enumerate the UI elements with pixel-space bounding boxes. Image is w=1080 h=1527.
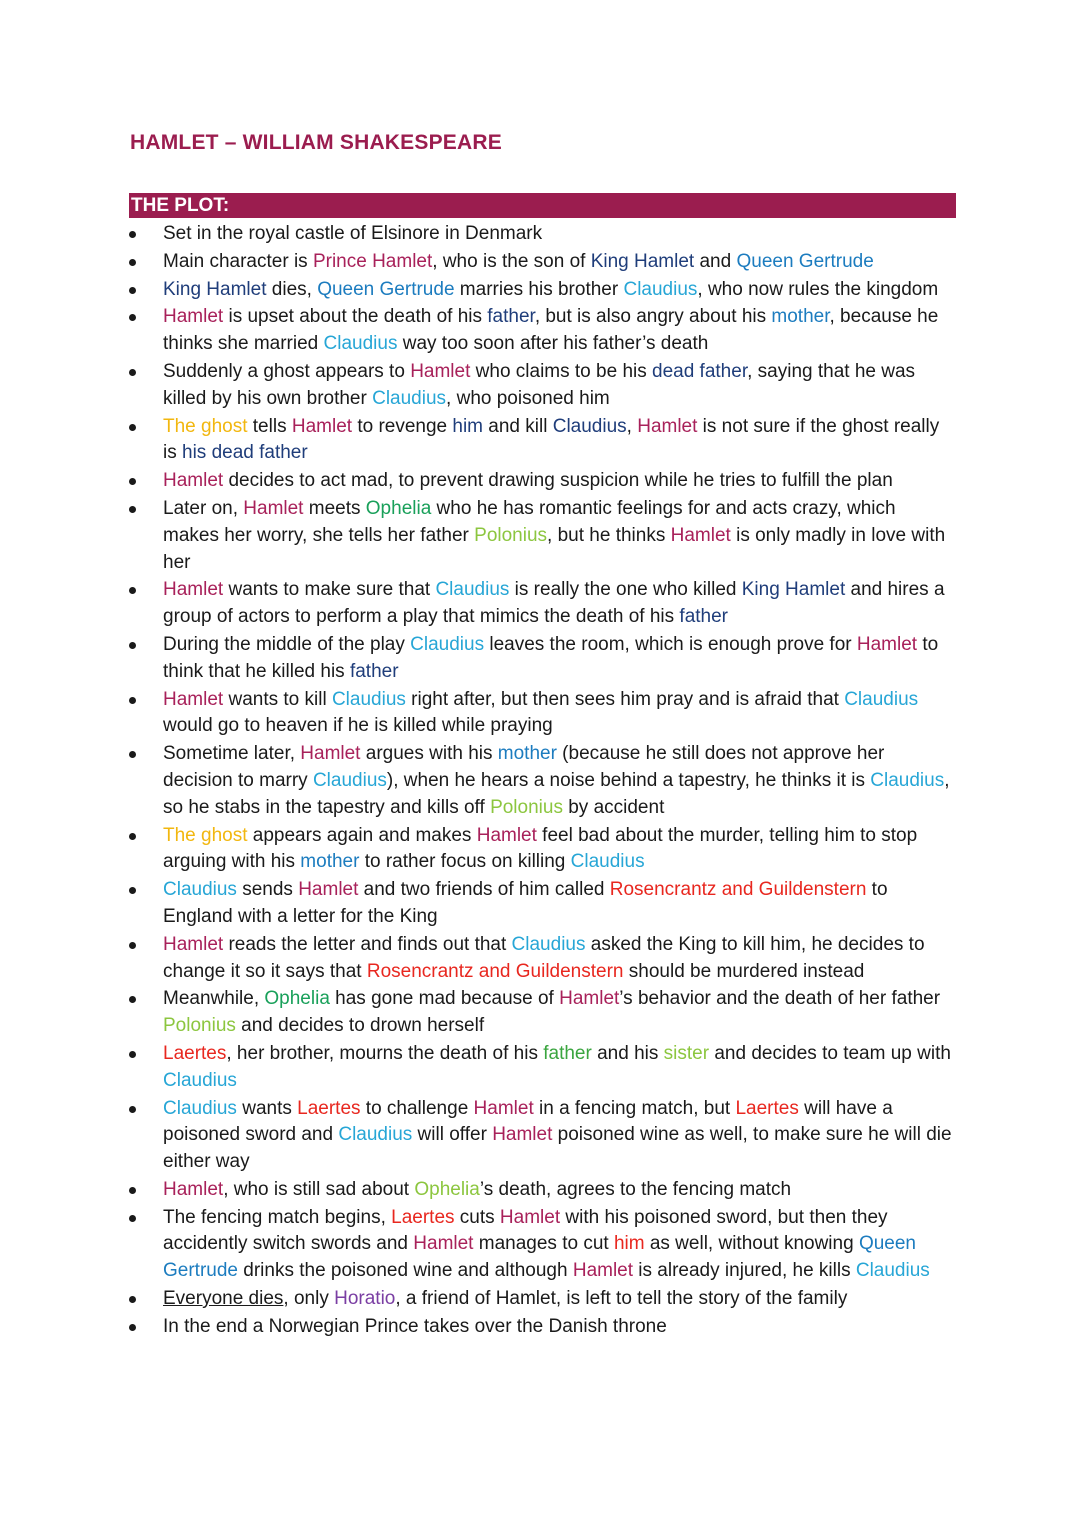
plot-text: poisoned wine as well, to make sure he will die either way (163, 1124, 952, 1173)
highlighted-name: Rosencrantz and Guildenstern (366, 960, 624, 982)
plot-text: is not sure if the ghost really is (163, 415, 940, 464)
plot-text: , because he thinks she married (163, 306, 939, 355)
plot-point (0, 1177, 953, 1204)
highlighted-name: Hamlet (163, 688, 224, 710)
plot-text: with his poisoned sword, but then they accidently switch swords and (163, 1206, 888, 1255)
plot-text: , who is still sad about (223, 1178, 415, 1200)
plot-point (0, 1205, 953, 1285)
highlighted-name: Hamlet (163, 470, 224, 492)
plot-point (0, 468, 953, 495)
highlighted-name: Ophelia (365, 497, 432, 519)
highlighted-name: Hamlet (559, 988, 620, 1010)
highlighted-name: Claudius (552, 415, 627, 437)
highlighted-name: Rosencrantz and Guildenstern (609, 879, 867, 901)
highlighted-name: Prince Hamlet (312, 250, 433, 272)
highlighted-name: Claudius (163, 1069, 237, 1091)
plot-text: ), when he hears a noise behind a tapestry, he thinks it is (386, 769, 871, 791)
highlighted-name: father (543, 1042, 592, 1064)
highlighted-name: Laertes (163, 1042, 227, 1064)
plot-text: , (626, 415, 638, 437)
highlighted-name: Claudius (331, 688, 406, 710)
highlighted-name: Laertes (391, 1206, 455, 1228)
highlighted-name: Queen Gertrude (736, 250, 874, 272)
plot-text: , but is also angry about his (534, 306, 772, 328)
plot-text: , a friend of Hamlet, is left to tell the story of the family (395, 1288, 848, 1310)
plot-text: decides to act mad, to prevent drawing suspicion while he tries to fulfill the plan (223, 470, 893, 492)
plot-text: dies, (266, 278, 318, 300)
plot-text: Later on, (163, 497, 244, 519)
plot-text: appears again and makes (247, 824, 477, 846)
plot-point (0, 1314, 953, 1341)
plot-point (0, 304, 953, 358)
plot-point (0, 221, 953, 248)
plot-point (0, 577, 953, 631)
bullet-icon (129, 942, 136, 949)
highlighted-name: The ghost (163, 415, 248, 437)
plot-text: ’s behavior and the death of her father (619, 988, 941, 1010)
highlighted-name: mother (300, 851, 360, 873)
plot-text: leaves the room, which is enough prove for (484, 633, 857, 655)
highlighted-name: Claudius (855, 1260, 930, 1282)
plot-text: is really the one who killed (509, 579, 742, 601)
plot-text: ’s death, agrees to the fencing match (479, 1178, 792, 1200)
highlighted-name: Hamlet (473, 1097, 534, 1119)
plot-point (0, 932, 953, 986)
plot-point (0, 632, 953, 686)
highlighted-name: Polonius (490, 796, 563, 818)
plot-text: meets (303, 497, 366, 519)
plot-text: Set in the royal castle of Elsinore in Denmark (163, 223, 543, 244)
plot-text: to rather focus on killing (359, 851, 571, 873)
plot-text: marries his brother (454, 278, 624, 300)
bullet-icon (129, 587, 136, 594)
plot-text: and his (591, 1042, 664, 1064)
highlighted-name: his dead father (182, 442, 308, 464)
plot-text: would go to heaven if he is killed while praying (163, 715, 553, 737)
plot-text: way too soon after his father’s death (397, 333, 709, 355)
highlighted-name: Ophelia (414, 1178, 480, 1200)
highlighted-name: Queen Gertrude (317, 278, 455, 300)
highlighted-name: Claudius (338, 1124, 413, 1146)
plot-text: who he has romantic feelings for and acts crazy, which makes her worry, she tells her father (163, 497, 896, 546)
plot-list (0, 221, 1080, 1342)
plot-text: asked the King to kill him, he decides to change it so it says that (163, 933, 925, 982)
highlighted-name: Claudius (163, 879, 237, 901)
highlighted-name: Laertes (735, 1097, 799, 1119)
highlighted-name: Hamlet (572, 1260, 634, 1282)
plot-text: to England with a letter for the King (163, 879, 888, 927)
bullet-icon (129, 697, 136, 704)
section-header-bar (129, 193, 956, 218)
bullet-icon (129, 833, 136, 840)
bullet-icon (129, 1296, 136, 1303)
highlighted-name: Claudius (163, 1097, 237, 1119)
plot-text: , but he thinks (547, 524, 671, 546)
section-heading: THE PLOT: (131, 195, 230, 216)
highlighted-name: Queen Gertrude (163, 1233, 916, 1282)
highlighted-name: Hamlet (670, 524, 731, 546)
highlighted-name: Hamlet (637, 415, 698, 437)
plot-text: Meanwhile, (163, 988, 265, 1010)
bullet-icon (129, 259, 136, 266)
plot-text: is already injured, he kills (633, 1260, 856, 1282)
bullet-icon (129, 1051, 136, 1058)
highlighted-name: him (613, 1233, 645, 1255)
plot-text: feel bad about the murder, telling him to stop arguing with his (163, 824, 918, 873)
highlighted-name: him (452, 415, 484, 437)
highlighted-name: King Hamlet (741, 579, 846, 601)
bullet-icon (129, 1215, 136, 1222)
highlighted-name: Ophelia (264, 988, 330, 1010)
plot-text: to think that he killed his (163, 633, 939, 682)
highlighted-name: Claudius (844, 688, 919, 710)
plot-text: In the end a Norwegian Prince takes over the Danish throne (163, 1315, 667, 1337)
plot-text: should be murdered instead (623, 960, 865, 982)
bullet-icon (129, 506, 136, 513)
plot-text: , her brother, mourns the death of his (226, 1042, 544, 1064)
highlighted-name: Hamlet (476, 824, 537, 846)
highlighted-name: dead father (652, 360, 748, 382)
highlighted-name: father (487, 306, 535, 328)
highlighted-name: Hamlet (856, 633, 918, 655)
plot-text: to revenge (352, 415, 453, 437)
plot-text: and two friends of him called (358, 879, 610, 901)
plot-text: Suddenly a ghost appears to (163, 360, 411, 382)
plot-text: and decides to drown herself (235, 1015, 485, 1037)
plot-text: sends (236, 879, 299, 901)
plot-text: manages to cut (473, 1233, 614, 1255)
highlighted-name: Claudius (870, 769, 945, 791)
plot-text: tells (247, 415, 292, 437)
highlighted-name: Claudius (312, 769, 387, 791)
highlighted-name: Claudius (511, 933, 586, 955)
highlighted-name: Hamlet (163, 933, 224, 955)
plot-point (0, 986, 953, 1040)
highlighted-name: The ghost (163, 824, 248, 846)
bullet-icon (129, 369, 136, 376)
bullet-icon (129, 1324, 136, 1331)
highlighted-name: Laertes (297, 1097, 361, 1119)
plot-point (0, 741, 953, 821)
highlighted-name: Claudius (435, 579, 510, 601)
highlighted-name: Hamlet (291, 415, 353, 437)
plot-text: argues with his (360, 743, 498, 765)
bullet-icon (129, 1187, 136, 1194)
highlighted-name: Polonius (474, 524, 548, 546)
plot-point (0, 277, 953, 304)
bullet-icon (129, 231, 136, 238)
plot-point (0, 359, 953, 413)
highlighted-name: Hamlet (300, 743, 361, 765)
plot-text: by accident (562, 796, 665, 818)
highlighted-name: Hamlet (492, 1124, 553, 1146)
highlighted-name: father (349, 660, 399, 682)
plot-point (0, 877, 953, 931)
highlighted-name: sister (663, 1042, 710, 1064)
highlighted-name: Everyone dies (163, 1288, 284, 1310)
highlighted-name: Claudius (570, 851, 645, 873)
highlighted-name: Hamlet (298, 879, 359, 901)
plot-text: , who is the son of (432, 250, 591, 272)
highlighted-name: father (679, 606, 729, 628)
plot-text: in a fencing match, but (533, 1097, 736, 1119)
plot-text: Main character is (163, 250, 313, 272)
plot-text: During the middle of the play (163, 633, 411, 655)
highlighted-name: Hamlet (413, 1233, 474, 1255)
plot-text: , only (283, 1288, 335, 1310)
document-title: HAMLET – WILLIAM SHAKESPEARE (130, 131, 502, 154)
bullet-icon (129, 314, 136, 321)
plot-point (0, 1096, 953, 1176)
plot-text: wants (236, 1097, 298, 1119)
bullet-icon (129, 424, 136, 431)
bullet-icon (129, 287, 136, 294)
plot-point (0, 823, 953, 877)
plot-point (0, 1286, 953, 1313)
plot-text: and kill (483, 415, 553, 437)
plot-text: , who poisoned him (446, 387, 610, 409)
highlighted-name: Hamlet (243, 497, 304, 519)
plot-text: , saying that he was killed by his own brother (163, 360, 916, 409)
plot-text: , who now rules the kingdom (697, 278, 939, 300)
highlighted-name: King Hamlet (163, 278, 267, 300)
plot-text: who claims to be his (470, 360, 653, 382)
plot-point (0, 496, 953, 576)
plot-text: , so he stabs in the tapestry and kills off (163, 769, 950, 818)
plot-point (0, 249, 953, 276)
plot-text: to challenge (360, 1097, 474, 1119)
highlighted-name: Hamlet (410, 360, 471, 382)
plot-point (0, 1041, 953, 1095)
plot-text: as well, without knowing (644, 1233, 859, 1255)
highlighted-name: King Hamlet (590, 250, 695, 272)
plot-text: and hires a group of actors to perform a play that mimics the death of his (163, 579, 945, 628)
bullet-icon (129, 1106, 136, 1113)
plot-text: cuts (454, 1206, 500, 1228)
plot-text: will offer (412, 1124, 493, 1146)
plot-text: Sometime later, (163, 743, 301, 765)
plot-text: will have a poisoned sword and (163, 1097, 893, 1146)
highlighted-name: mother (771, 306, 830, 328)
highlighted-name: Hamlet (163, 1178, 224, 1200)
plot-text: drinks the poisoned wine and although (237, 1260, 573, 1282)
bullet-icon (129, 887, 136, 894)
plot-point (0, 414, 953, 468)
bullet-icon (129, 996, 136, 1003)
bullet-icon (129, 642, 136, 649)
highlighted-name: Horatio (334, 1288, 396, 1310)
highlighted-name: Polonius (163, 1015, 236, 1037)
plot-text: (because he still does not approve her decision to marry (163, 743, 885, 791)
plot-text: is upset about the death of his (223, 306, 488, 328)
plot-point (0, 687, 953, 741)
plot-text: wants to kill (223, 688, 332, 710)
plot-text: has gone mad because of (329, 988, 560, 1010)
highlighted-name: Hamlet (163, 579, 224, 601)
bullet-icon (129, 478, 136, 485)
highlighted-name: Hamlet (499, 1206, 561, 1228)
highlighted-name: mother (497, 743, 557, 765)
highlighted-name: Claudius (372, 387, 447, 409)
highlighted-name: Claudius (323, 333, 398, 355)
plot-text: is only madly in love with her (163, 524, 946, 573)
plot-text: right after, but then sees him pray and is afraid that (405, 688, 845, 710)
plot-text: and decides to team up with (709, 1042, 951, 1064)
plot-text: reads the letter and finds out that (223, 933, 512, 955)
plot-text: wants to make sure that (223, 579, 436, 601)
highlighted-name: Hamlet (163, 306, 224, 328)
plot-text: and (694, 250, 737, 272)
highlighted-name: Claudius (623, 278, 698, 300)
highlighted-name: Claudius (410, 633, 485, 655)
bullet-icon (129, 751, 136, 758)
plot-text: The fencing match begins, (163, 1206, 392, 1228)
